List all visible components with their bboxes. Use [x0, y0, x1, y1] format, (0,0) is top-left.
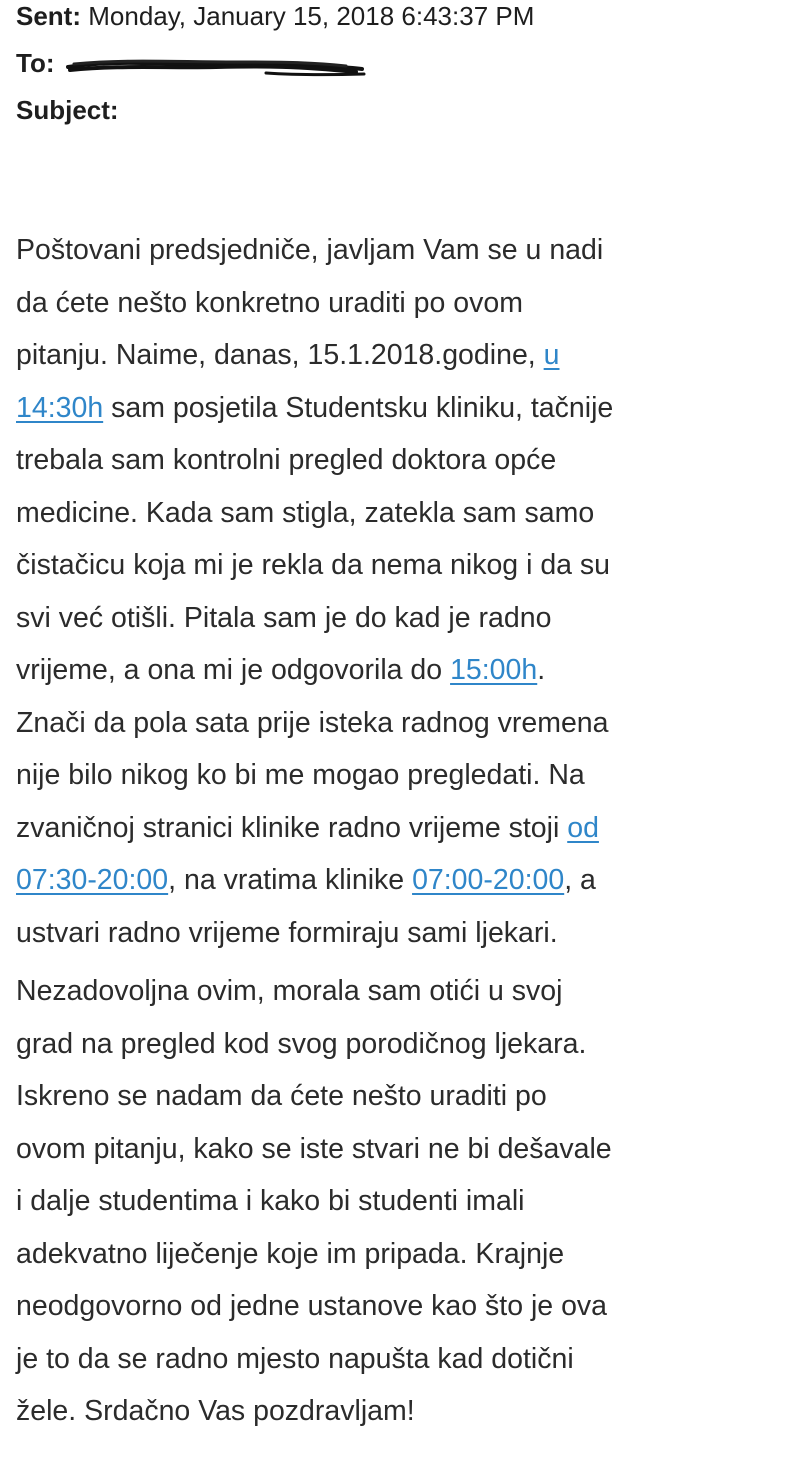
body-text-segment: , na vratima klinike [168, 864, 413, 896]
body-link[interactable]: 07:30-20:00 [16, 864, 169, 896]
body-line [16, 1175, 791, 1228]
body-text-segment: . [537, 654, 546, 686]
body-text-segment: sam posjetila Studentsku kliniku, tačnije [103, 391, 614, 424]
body-line [16, 1070, 791, 1123]
body-text-segment: zvaničnoj stranici klinike radno vrijeme stoji [16, 811, 568, 844]
body-line [16, 854, 791, 907]
body-line [16, 749, 791, 802]
email-body [16, 224, 791, 1438]
sent-row [16, 0, 786, 40]
body-text-segment: čistačicu koja mi je rekla da nema nikog i da su [16, 549, 611, 581]
body-text-segment: žele. Srdačno Vas pozdravljam! [16, 1395, 415, 1427]
body-line [16, 382, 791, 435]
body-text-segment: Nezadovoljna ovim, morala sam otići u svoj [16, 975, 563, 1007]
body-text-segment: nije bilo nikog ko bi me mogao pregledati. Na [16, 759, 585, 791]
body-line [16, 697, 791, 750]
body-line [16, 1333, 791, 1386]
to-label: To: [16, 48, 55, 78]
body-text-segment: svi već otišli. Pitala sam je do kad je radno [16, 601, 552, 634]
body-text-segment: neodgovorno od jedne ustanove kao što je ova [16, 1290, 608, 1322]
body-text-segment: medicine. Kada sam stigla, zatekla sam samo [16, 496, 595, 529]
body-text-segment: grad na pregled kod svog porodičnog ljekara. [16, 1027, 587, 1060]
body-text-segment: pitanju. Naime, danas, 15.1.2018.godine, [16, 339, 544, 371]
body-line [16, 224, 791, 277]
sent-label: Sent: [16, 1, 81, 31]
body-text-segment: da ćete nešto konkretno uraditi po ovom [16, 286, 523, 319]
body-line [16, 965, 791, 1018]
body-link[interactable]: 07:00-20:00 [412, 864, 565, 896]
body-link[interactable]: u [543, 339, 560, 371]
body-line [16, 1228, 791, 1281]
body-line [16, 802, 791, 855]
body-text-segment: vrijeme, a ona mi je odgovorila do [16, 654, 451, 686]
body-text-segment: Poštovani predsjedniče, javljam Vam se u nadi [16, 234, 604, 266]
body-link[interactable]: 14:30h [16, 391, 104, 424]
body-text-segment: trebala sam kontrolni pregled doktora opće [16, 444, 557, 476]
body-line [16, 1018, 791, 1071]
body-paragraph-1 [16, 224, 791, 959]
body-line [16, 592, 791, 645]
body-text-segment: Iskreno se nadam da ćete nešto uraditi po [16, 1080, 547, 1112]
body-text-segment: ustvari radno vrijeme formiraju sami ljekari. [16, 916, 558, 949]
body-line [16, 644, 791, 697]
body-line [16, 1123, 791, 1176]
body-link[interactable]: 15:00h [450, 654, 538, 686]
sent-value: Monday, January 15, 2018 6:43:37 PM [88, 1, 535, 31]
body-line [16, 1385, 791, 1438]
body-text-segment: i dalje studentima i kako bi studenti imali [16, 1185, 525, 1217]
body-line [16, 277, 791, 330]
body-text-segment: ovom pitanju, kako se iste stvari ne bi dešavale [16, 1132, 612, 1165]
body-paragraph-2 [16, 965, 791, 1438]
body-text-segment: , a [564, 864, 596, 896]
body-line [16, 539, 791, 592]
body-text-segment: adekvatno liječenje koje im pripada. Krajnje [16, 1237, 565, 1270]
body-line [16, 907, 791, 960]
to-row [16, 40, 786, 87]
email-header [16, 0, 786, 134]
body-line [16, 487, 791, 540]
body-line [16, 329, 791, 382]
redaction-scribble [66, 53, 366, 79]
subject-row [16, 87, 786, 134]
body-text-segment: je to da se radno mjesto napušta kad dotični [16, 1342, 574, 1375]
body-line [16, 434, 791, 487]
body-text-segment: Znači da pola sata prije isteka radnog vremena [16, 706, 609, 739]
body-line [16, 1280, 791, 1333]
body-link[interactable]: od [567, 811, 599, 844]
subject-label: Subject: [16, 95, 119, 125]
